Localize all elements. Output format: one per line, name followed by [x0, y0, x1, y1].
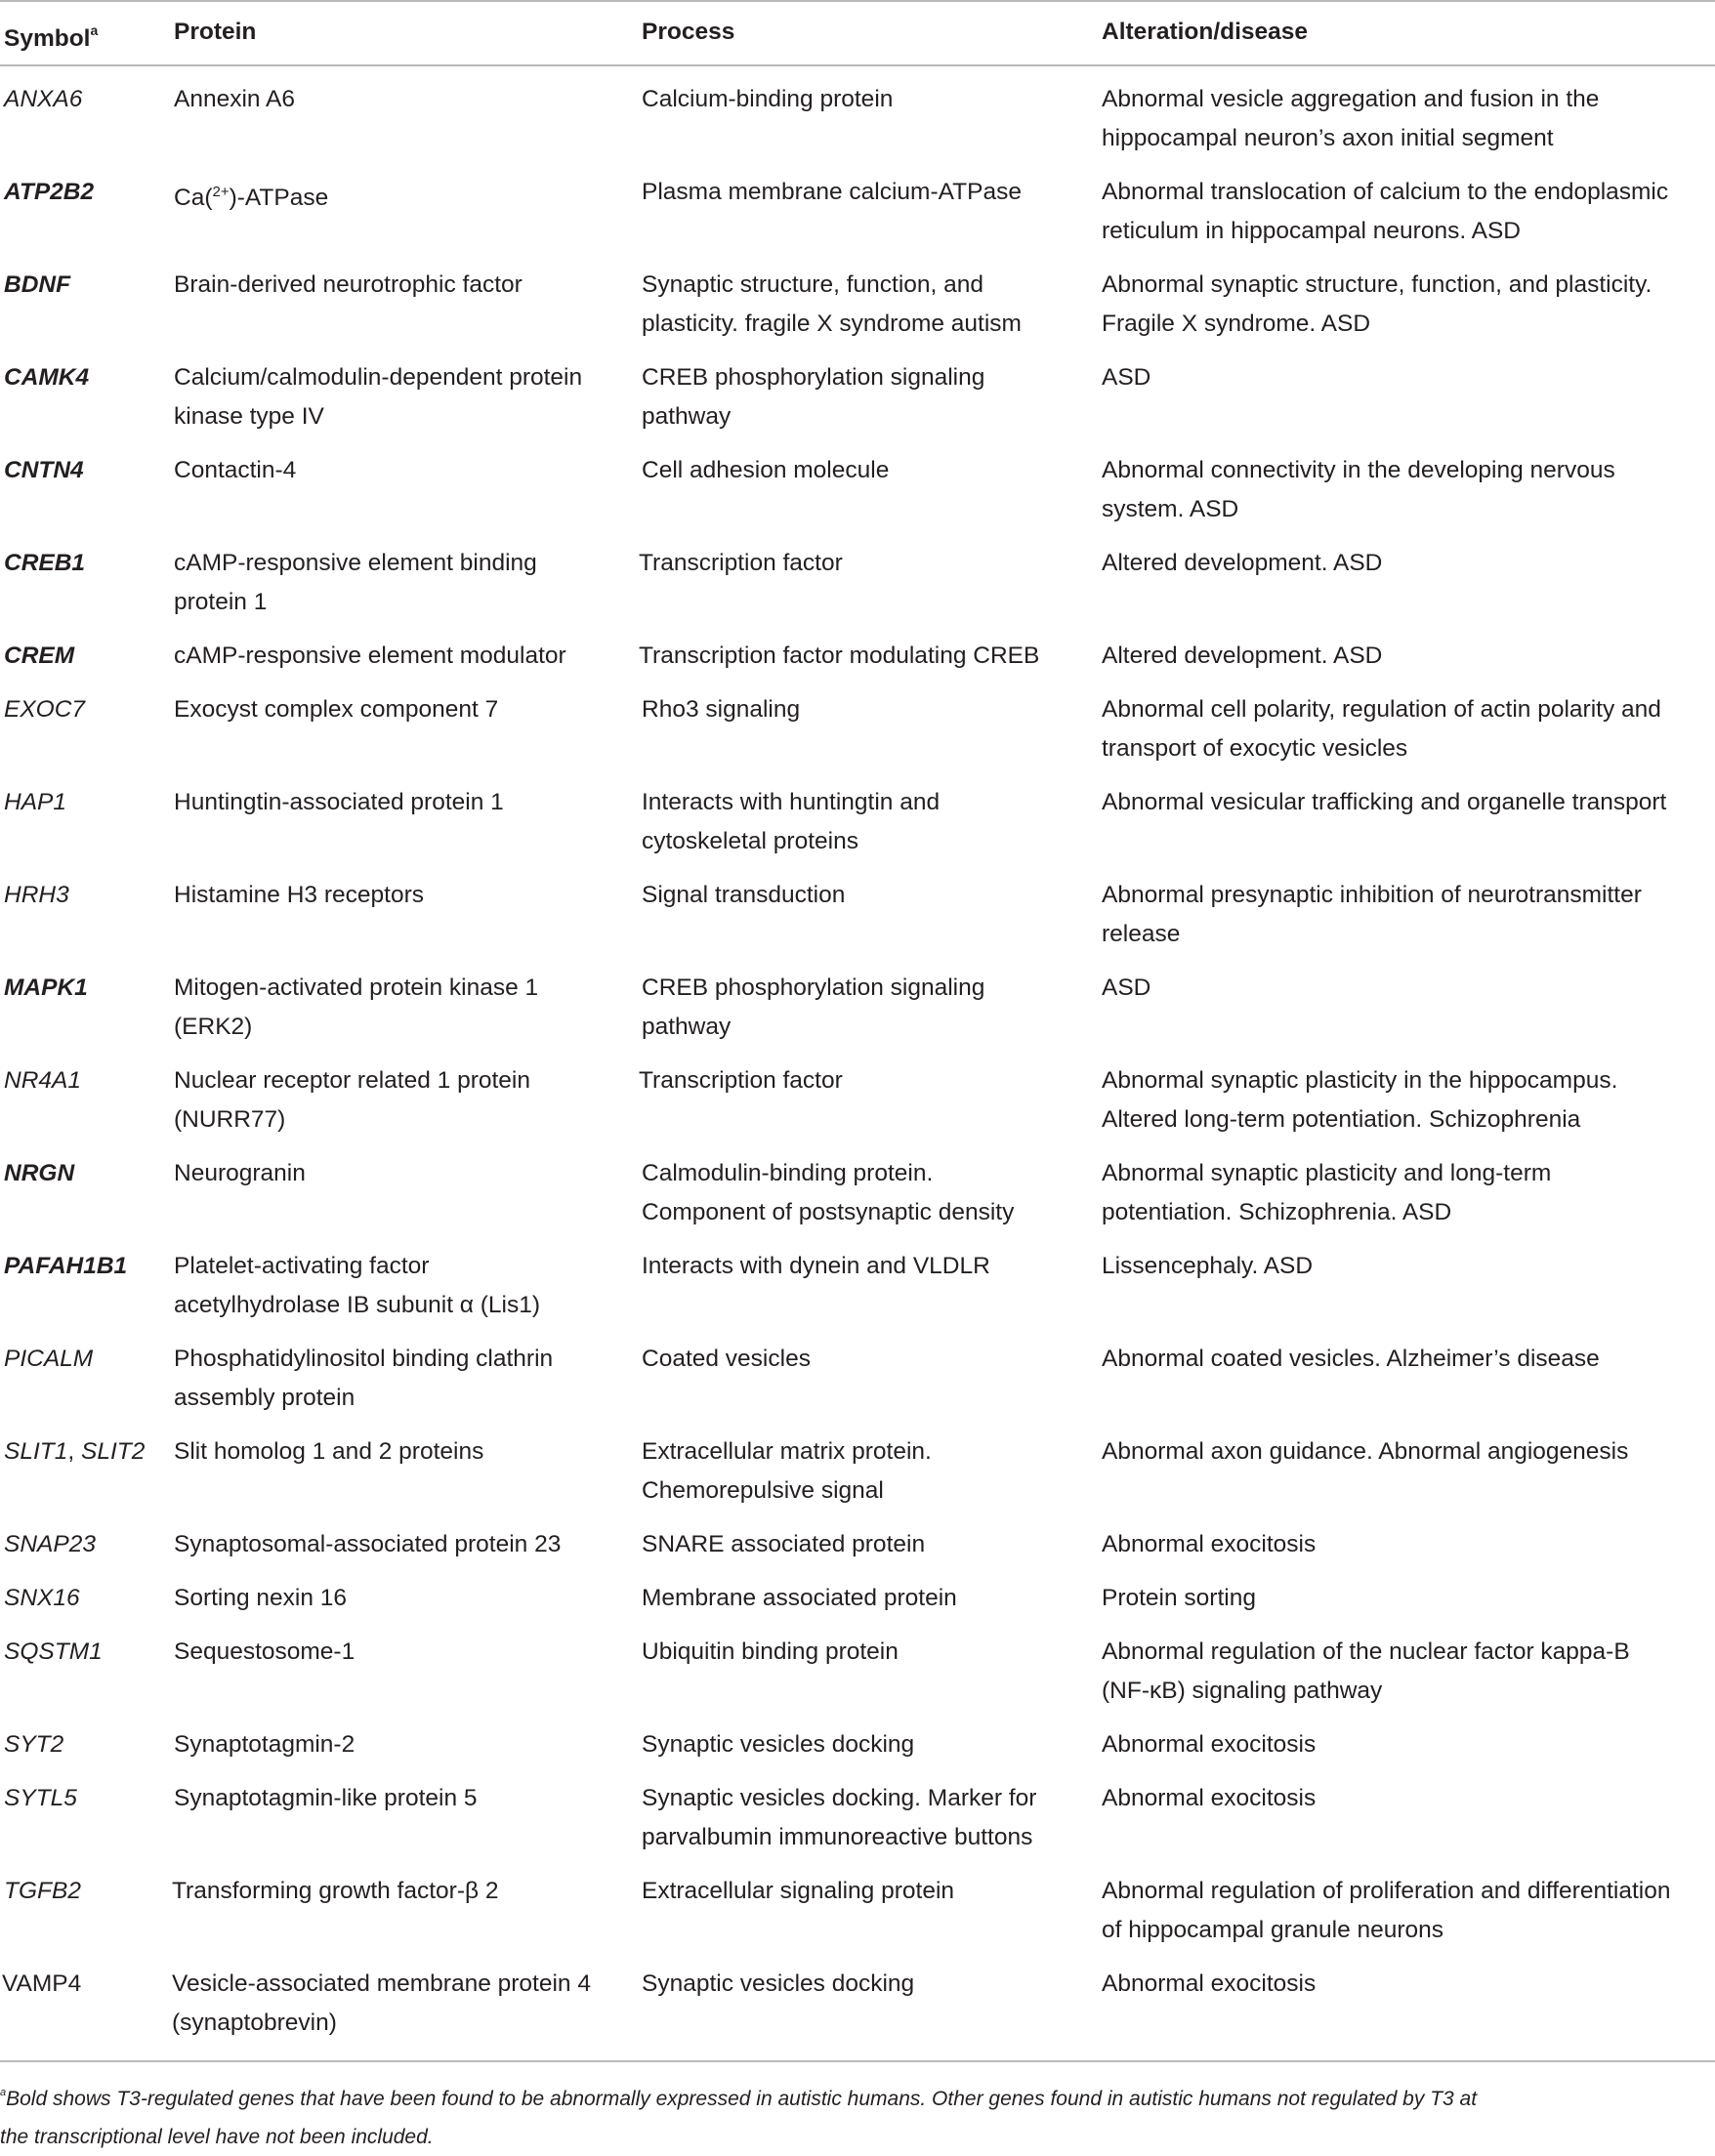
process-cell: Ubiquitin binding protein — [642, 1638, 899, 1665]
protein-cell: Sequestosome-1 — [174, 1638, 356, 1665]
alteration-cell: Abnormal presynaptic inhibition of neurotransmitter release — [1102, 882, 1642, 947]
process-cell: Extracellular matrix protein. Chemorepulsive signal — [642, 1438, 932, 1504]
alteration-cell: Altered development. ASD — [1102, 643, 1383, 669]
protein-cell: Ca($^{2+}$)-ATPase — [174, 184, 329, 212]
symbol-cell: SLIT1, SLIT2 — [4, 1438, 146, 1465]
alteration-cell: Abnormal synaptic plasticity and long-term potentiation. Schizophrenia. ASD — [1102, 1160, 1552, 1225]
symbol-cell: CAMK4 — [4, 364, 90, 391]
process-cell: Extracellular signaling protein — [642, 1878, 955, 1904]
protein-cell: Contactin-4 — [174, 457, 297, 483]
alteration-cell: Abnormal translocation of calcium to the endoplasmic reticulum in hippocampal neurons. ASD — [1102, 179, 1669, 244]
symbol-cell: PICALM — [4, 1346, 94, 1372]
protein-cell: Phosphatidylinositol binding clathrin assembly protein — [174, 1346, 554, 1411]
protein-cell: Huntingtin-associated protein 1 — [174, 789, 504, 815]
symbol-cell: CNTN4 — [4, 457, 84, 483]
protein-cell: Vesicle-associated membrane protein 4 (synaptobrevin) — [172, 1970, 591, 2036]
protein-cell: cAMP-responsive element modulator — [174, 643, 566, 669]
alteration-cell: Abnormal exocitosis — [1102, 1531, 1317, 1557]
alteration-cell: Abnormal synaptic structure, function, and plasticity. Fragile X syndrome. ASD — [1102, 271, 1652, 337]
symbol-cell: SNAP23 — [4, 1531, 96, 1557]
top-rule — [0, 0, 1715, 2]
protein-cell: Histamine H3 receptors — [174, 882, 424, 908]
symbol-cell: EXOC7 — [4, 696, 86, 723]
symbol-cell: SYT2 — [4, 1731, 64, 1758]
symbol-cell: SNX16 — [4, 1585, 80, 1611]
process-cell: Synaptic vesicles docking — [642, 1970, 915, 1997]
process-cell: Transcription factor modulating CREB — [639, 643, 1040, 669]
symbol-cell: SYTL5 — [4, 1785, 77, 1811]
process-cell: SNARE associated protein — [642, 1531, 926, 1557]
process-cell: Signal transduction — [642, 882, 846, 908]
process-cell: Transcription factor — [639, 1067, 843, 1094]
process-cell: Rho3 signaling — [642, 696, 801, 723]
alteration-cell: Abnormal connectivity in the developing nervous system. ASD — [1102, 457, 1615, 522]
process-cell: CREB phosphorylation signaling pathway — [642, 364, 985, 430]
protein-cell: Synaptotagmin-2 — [174, 1731, 356, 1758]
protein-cell: Brain-derived neurotrophic factor — [174, 271, 523, 298]
protein-cell: Annexin A6 — [174, 86, 295, 112]
symbol-cell: HRH3 — [4, 882, 69, 908]
protein-cell: Synaptotagmin-like protein 5 — [174, 1785, 478, 1811]
process-cell: Cell adhesion molecule — [642, 457, 890, 483]
alteration-cell: Abnormal vesicular trafficking and organelle transport — [1102, 789, 1667, 815]
process-cell: Membrane associated protein — [642, 1585, 957, 1611]
protein-cell: Mitogen-activated protein kinase 1 (ERK2) — [174, 974, 539, 1040]
symbol-cell: TGFB2 — [4, 1878, 81, 1904]
process-cell: Synaptic vesicles docking — [642, 1731, 915, 1758]
alteration-cell: Lissencephaly. ASD — [1102, 1253, 1314, 1279]
alteration-cell: Abnormal vesicle aggregation and fusion in the hippocampal neuron’s axon initial segment — [1102, 86, 1600, 151]
alteration-cell: Abnormal exocitosis — [1102, 1970, 1317, 1997]
symbol-cell: PAFAH1B1 — [4, 1253, 128, 1279]
symbol-cell: ANXA6 — [4, 86, 83, 112]
bottom-rule — [0, 2060, 1715, 2062]
protein-cell: Exocyst complex component 7 — [174, 696, 499, 723]
alteration-cell: Abnormal axon guidance. Abnormal angiogenesis — [1102, 1438, 1629, 1465]
process-cell: Calcium-binding protein — [642, 86, 894, 112]
symbol-cell: NR4A1 — [4, 1067, 81, 1094]
symbol-cell: VAMP4 — [2, 1970, 82, 1997]
symbol-cell: MAPK1 — [4, 974, 88, 1001]
alteration-cell: Abnormal exocitosis — [1102, 1785, 1317, 1811]
process-cell: Interacts with huntingtin and cytoskeletal proteins — [642, 789, 941, 854]
process-cell: Plasma membrane calcium-ATPase — [642, 179, 1022, 205]
alteration-cell: Abnormal exocitosis — [1102, 1731, 1317, 1758]
protein-cell: Slit homolog 1 and 2 proteins — [174, 1438, 484, 1465]
alteration-cell: Abnormal synaptic plasticity in the hippocampus. Altered long-term potentiation. Schizophrenia — [1102, 1067, 1618, 1133]
table-footnote: $^a$Bold shows T3-regulated genes that have been found to be abnormally expressed in autistic humans. Other genes found in autistic humans not regulated by T3 at the transcriptional level have not been included. — [0, 2087, 1478, 2148]
protein-cell: Platelet-activating factor acetylhydrolase IB subunit α (Lis1) — [174, 1253, 541, 1318]
alteration-cell: Protein sorting — [1102, 1585, 1256, 1611]
symbol-cell: NRGN — [4, 1160, 75, 1186]
process-cell: Interacts with dynein and VLDLR — [642, 1253, 990, 1279]
protein-cell: Nuclear receptor related 1 protein (NURR77) — [174, 1067, 530, 1133]
alteration-cell: Abnormal regulation of proliferation and differentiation of hippocampal granule neurons — [1102, 1878, 1671, 1943]
header-protein: Protein — [174, 19, 257, 45]
process-cell: Transcription factor — [639, 550, 843, 576]
symbol-cell: BDNF — [4, 271, 71, 298]
alteration-cell: Abnormal coated vesicles. Alzheimer’s disease — [1102, 1346, 1600, 1372]
header-rule — [0, 64, 1715, 66]
alteration-cell: Abnormal cell polarity, regulation of actin polarity and transport of exocytic vesicles — [1102, 696, 1661, 762]
header-symbol: Symbol$^a$ — [4, 22, 99, 53]
protein-cell: Transforming growth factor-β 2 — [172, 1878, 499, 1904]
process-cell: Synaptic structure, function, and plasticity. fragile X syndrome autism — [642, 271, 1022, 337]
symbol-cell: CREM — [4, 643, 75, 669]
process-cell: CREB phosphorylation signaling pathway — [642, 974, 985, 1040]
process-cell: Synaptic vesicles docking. Marker for parvalbumin immunoreactive buttons — [642, 1785, 1037, 1850]
alteration-cell: Abnormal regulation of the nuclear factor kappa-B (NF-κB) signaling pathway — [1102, 1638, 1630, 1704]
symbol-cell: HAP1 — [4, 789, 67, 815]
symbol-cell: ATP2B2 — [4, 179, 95, 205]
symbol-cell: SQSTM1 — [4, 1638, 103, 1665]
protein-cell: Neurogranin — [174, 1160, 306, 1186]
process-cell: Calmodulin-binding protein. Component of postsynaptic density — [642, 1160, 1015, 1225]
symbol-cell: CREB1 — [4, 550, 86, 576]
alteration-cell: Altered development. ASD — [1102, 550, 1383, 576]
process-cell: Coated vesicles — [642, 1346, 811, 1372]
header-process: Process — [642, 19, 735, 45]
header-alteration: Alteration/disease — [1102, 19, 1309, 45]
protein-cell: cAMP-responsive element binding protein 1 — [174, 550, 537, 615]
protein-cell: Synaptosomal-associated protein 23 — [174, 1531, 562, 1557]
protein-cell: Sorting nexin 16 — [174, 1585, 348, 1611]
protein-cell: Calcium/calmodulin-dependent protein kinase type IV — [174, 364, 583, 430]
alteration-cell: ASD — [1102, 364, 1151, 391]
alteration-cell: ASD — [1102, 974, 1151, 1001]
